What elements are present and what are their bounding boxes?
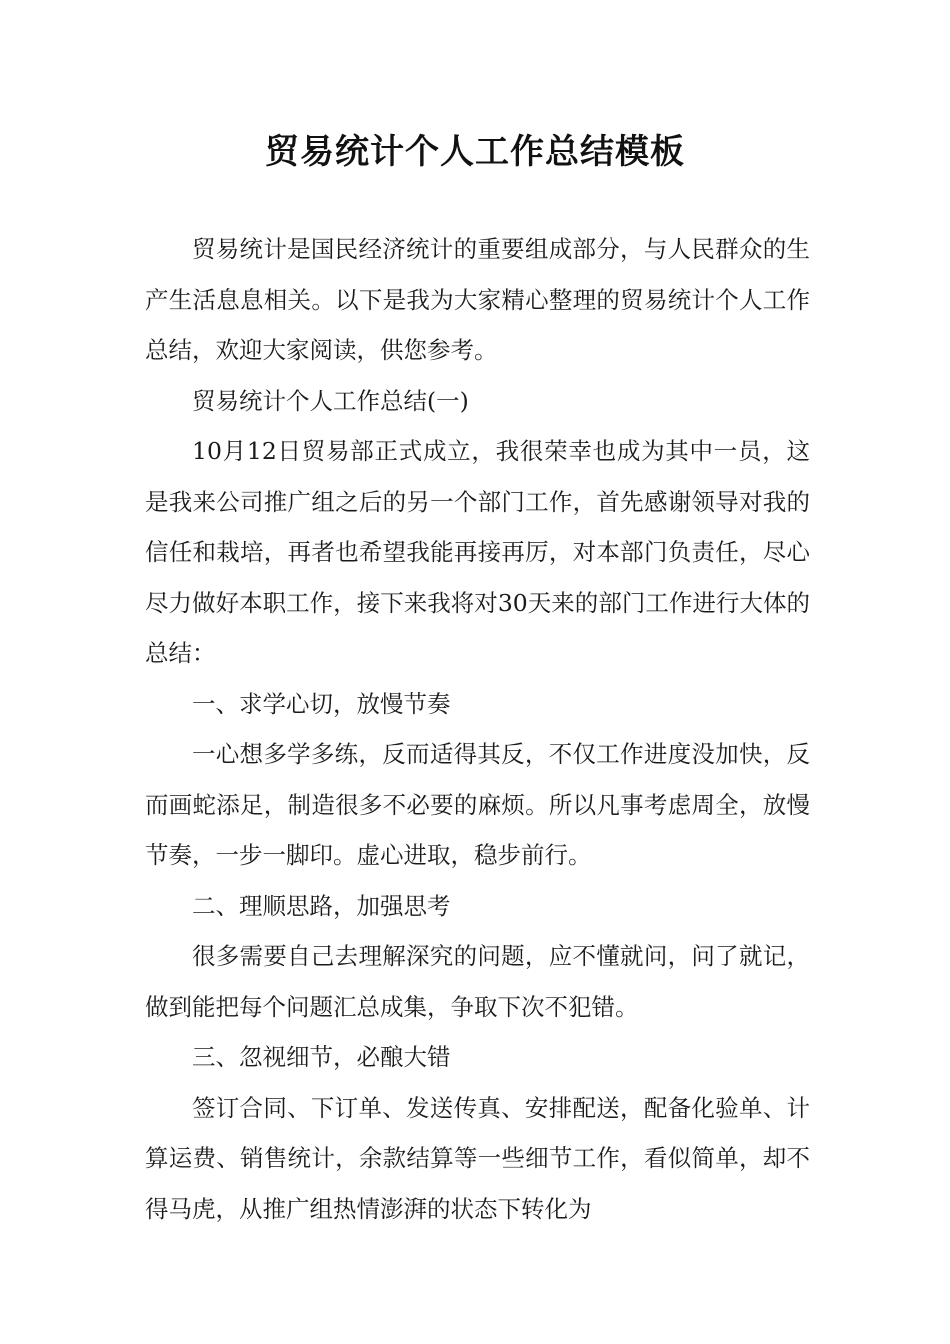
intro-paragraph: 贸易统计是国民经济统计的重要组成部分，与人民群众的生产生活息息相关。以下是我为大家精心整理的贸易统计个人工作总结，欢迎大家阅读，供您参考。 [145,235,810,364]
subheading-1: 一、求学心切，放慢节奏 [192,689,451,718]
body-paragraph: 很多需要自己去理解深究的问题，应不懂就问，问了就记，做到能把每个问题汇总成集，争取下次不犯错。 [145,942,810,1021]
body-paragraph: 10月12日贸易部正式成立，我很荣幸也成为其中一员，这是我来公司推广组之后的另一个部门工作，首先感谢领导对我的信任和栽培，再者也希望我能再接再厉，对本部门负责任，尽心尽力做好本职工作，接下来我将对30天来的部门工作进行大体的总结： [145,437,810,667]
body-paragraph: 签订合同、下订单、发送传真、安排配送，配备化验单、计算运费、销售统计，余款结算等一些细节工作，看似简单，却不得马虎，从推广组热情澎湃的状态下转化为 [145,1093,810,1223]
section-heading: 贸易统计个人工作总结(一) [192,386,469,415]
body-paragraph: 一心想多学多练，反而适得其反，不仅工作进度没加快，反而画蛇添足，制造很多不必要的麻烦。所以凡事考虑周全，放慢节奏，一步一脚印。虚心进取，稳步前行。 [145,740,810,869]
subheading-3: 三、忽视细节，必酿大错 [192,1043,451,1071]
document-body [145,224,810,1234]
document-title: 贸易统计个人工作总结模板 [265,132,685,172]
subheading-2: 二、理顺思路，加强思考 [192,891,451,920]
